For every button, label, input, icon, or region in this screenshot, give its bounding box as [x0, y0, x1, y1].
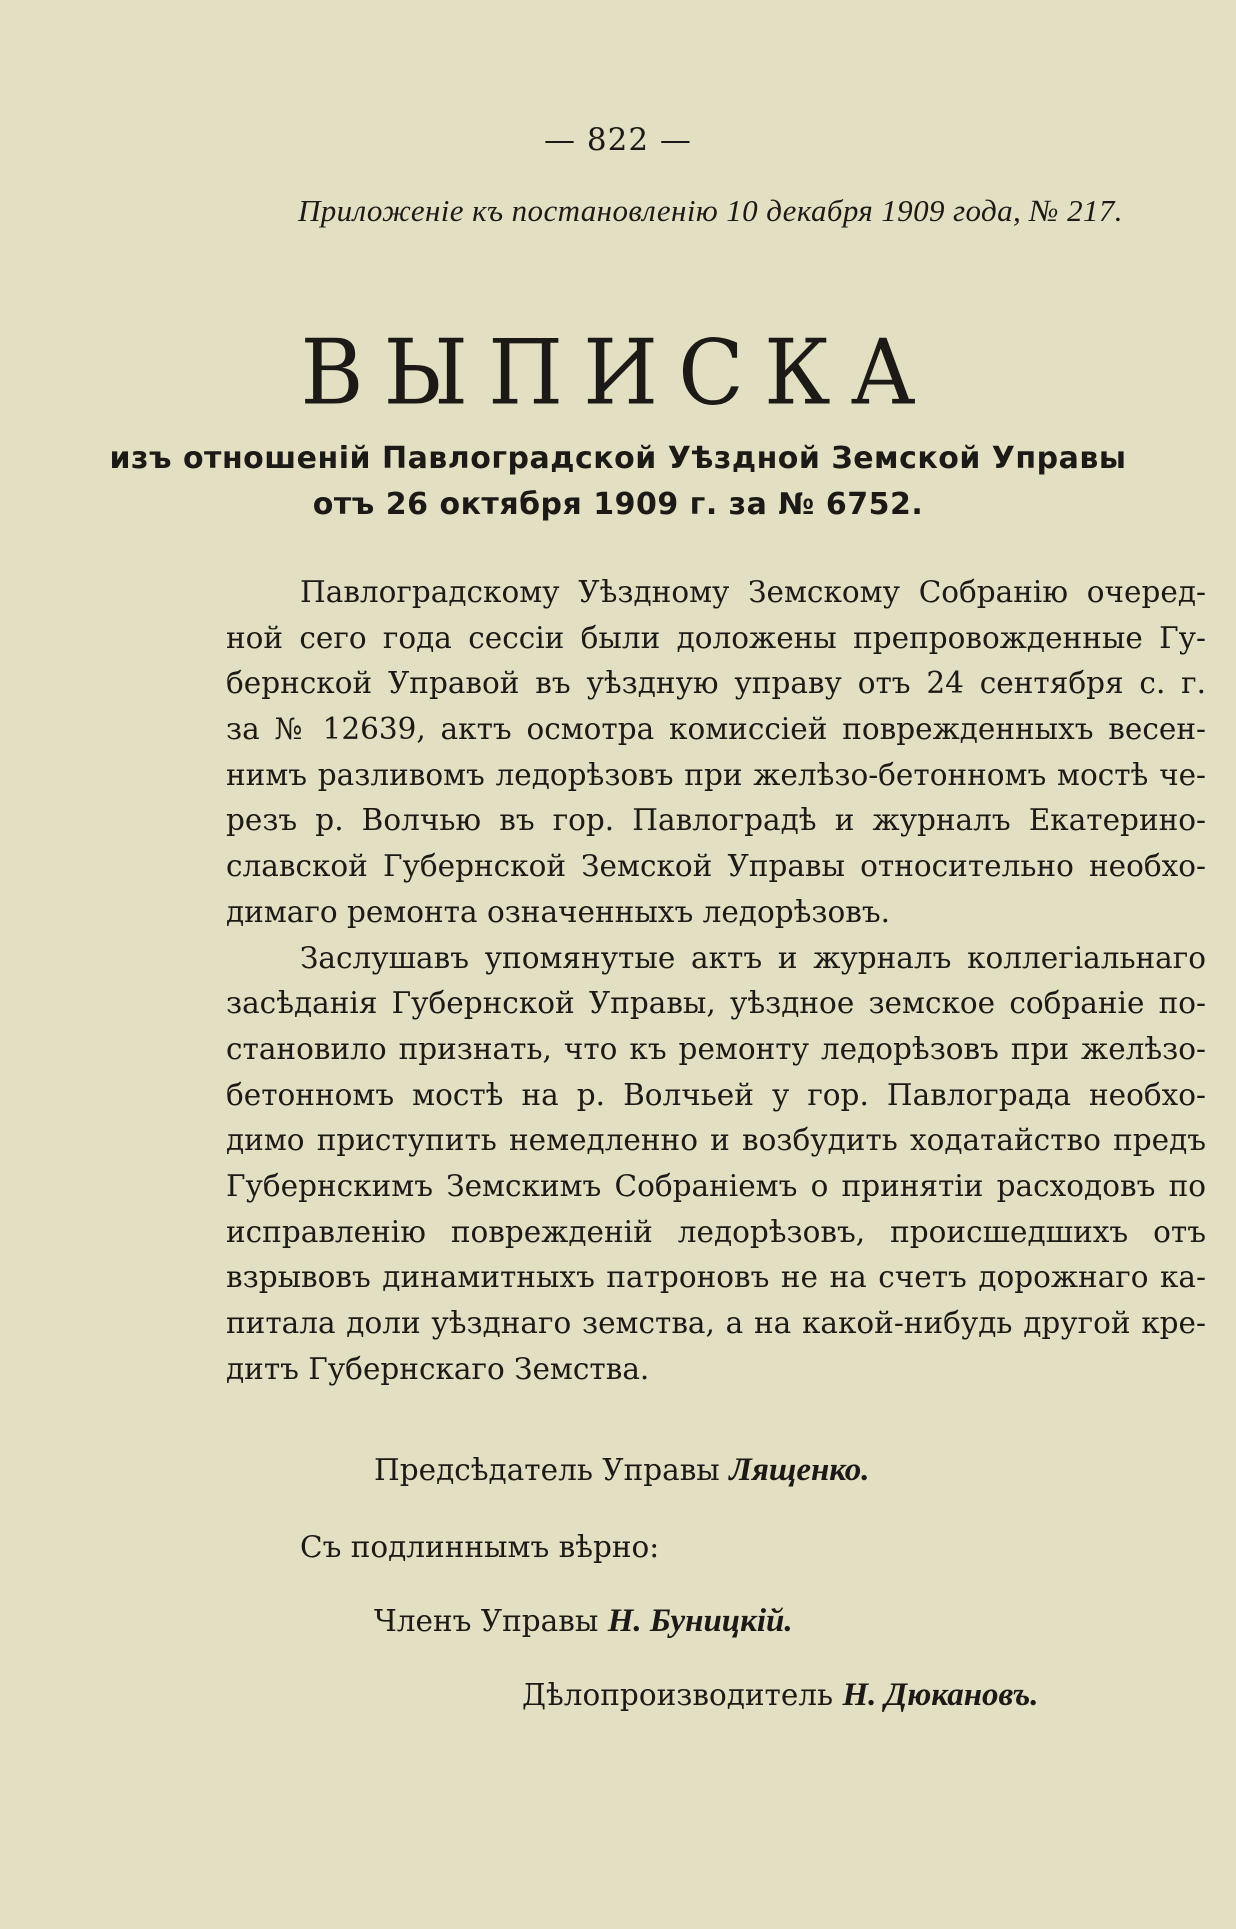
body-line: дитъ Губернскаго Земства.: [226, 1351, 650, 1386]
body-line: Павлоградскому Уѣздному Земскому Собранію очеред-: [300, 575, 1206, 609]
page-number: — 822 —: [544, 122, 692, 158]
body-line: Губернскимъ Земскимъ Собраніемъ о принятіи расходовъ по: [226, 1168, 1206, 1203]
body-line: димо приступить немедленно и возбудить ходатайство предъ: [226, 1123, 1206, 1158]
body-line: становило признать, что къ ремонту ледорѣзовъ при желѣзо-: [226, 1031, 1206, 1066]
subtitle-line-2: отъ 26 октября 1909 г. за № 6752.: [312, 487, 924, 522]
body-line: Заслушавъ упомянутые актъ и журналъ коллегіальнаго: [300, 940, 1206, 975]
clerk-title: Дѣлопроизводитель: [522, 1678, 834, 1712]
member-title: Членъ Управы: [374, 1604, 599, 1638]
body-line: димаго ремонта означенныхъ ледорѣзовъ.: [226, 894, 890, 929]
body-line: бетонномъ мостѣ на р. Волчьей у гор. Павлограда необхо-: [226, 1077, 1206, 1112]
body-line: ной сего года сессіи были доложены препровожденные Гу-: [226, 620, 1206, 655]
body-line: питала доли уѣзднаго земства, а на какой-нибудь другой кре-: [226, 1306, 1206, 1340]
certified-copy-line: Съ подлиннымъ вѣрно:: [300, 1530, 660, 1564]
body-line: нимъ разливомъ ледорѣзовъ при желѣзо-бетонномъ мостѣ че-: [226, 757, 1206, 792]
chairman-title: Предсѣдатель Управы: [374, 1453, 720, 1487]
body-line: за № 12639, актъ осмотра комиссіей поврежденныхъ весен-: [226, 712, 1206, 747]
chairman-name: Лященко.: [729, 1452, 870, 1488]
subtitle-line-1: изъ отношеній Павлоградской Уѣздной Земской Управы: [109, 441, 1127, 476]
appendix-note: Приложеніе къ постановленію 10 декабря 1909 года, № 217.: [298, 193, 1123, 228]
body-line: славской Губернской Земской Управы относительно необхо-: [226, 849, 1206, 884]
body-text: [226, 570, 1206, 1392]
body-line: взрывовъ динамитныхъ патроновъ не на счетъ дорожнаго ка-: [226, 1260, 1206, 1295]
clerk-name: Н. Дюкановъ.: [842, 1677, 1039, 1713]
signature-chairman: [374, 1452, 870, 1489]
signature-member: [374, 1603, 793, 1640]
body-line: бернской Управой въ уѣздную управу отъ 24 сентября с. г.: [226, 666, 1206, 701]
signature-clerk: [522, 1677, 1038, 1714]
body-line: исправленію поврежденій ледорѣзовъ, происшедшихъ отъ: [226, 1214, 1206, 1249]
member-name: Н. Буницкій.: [607, 1603, 793, 1639]
document-title: ВЫПИСКА: [300, 320, 936, 426]
body-line: засѣданія Губернской Управы, уѣздное земское собраніе по-: [226, 986, 1206, 1021]
body-line: резъ р. Волчью въ гор. Павлоградѣ и журналъ Екатерино-: [226, 803, 1206, 838]
